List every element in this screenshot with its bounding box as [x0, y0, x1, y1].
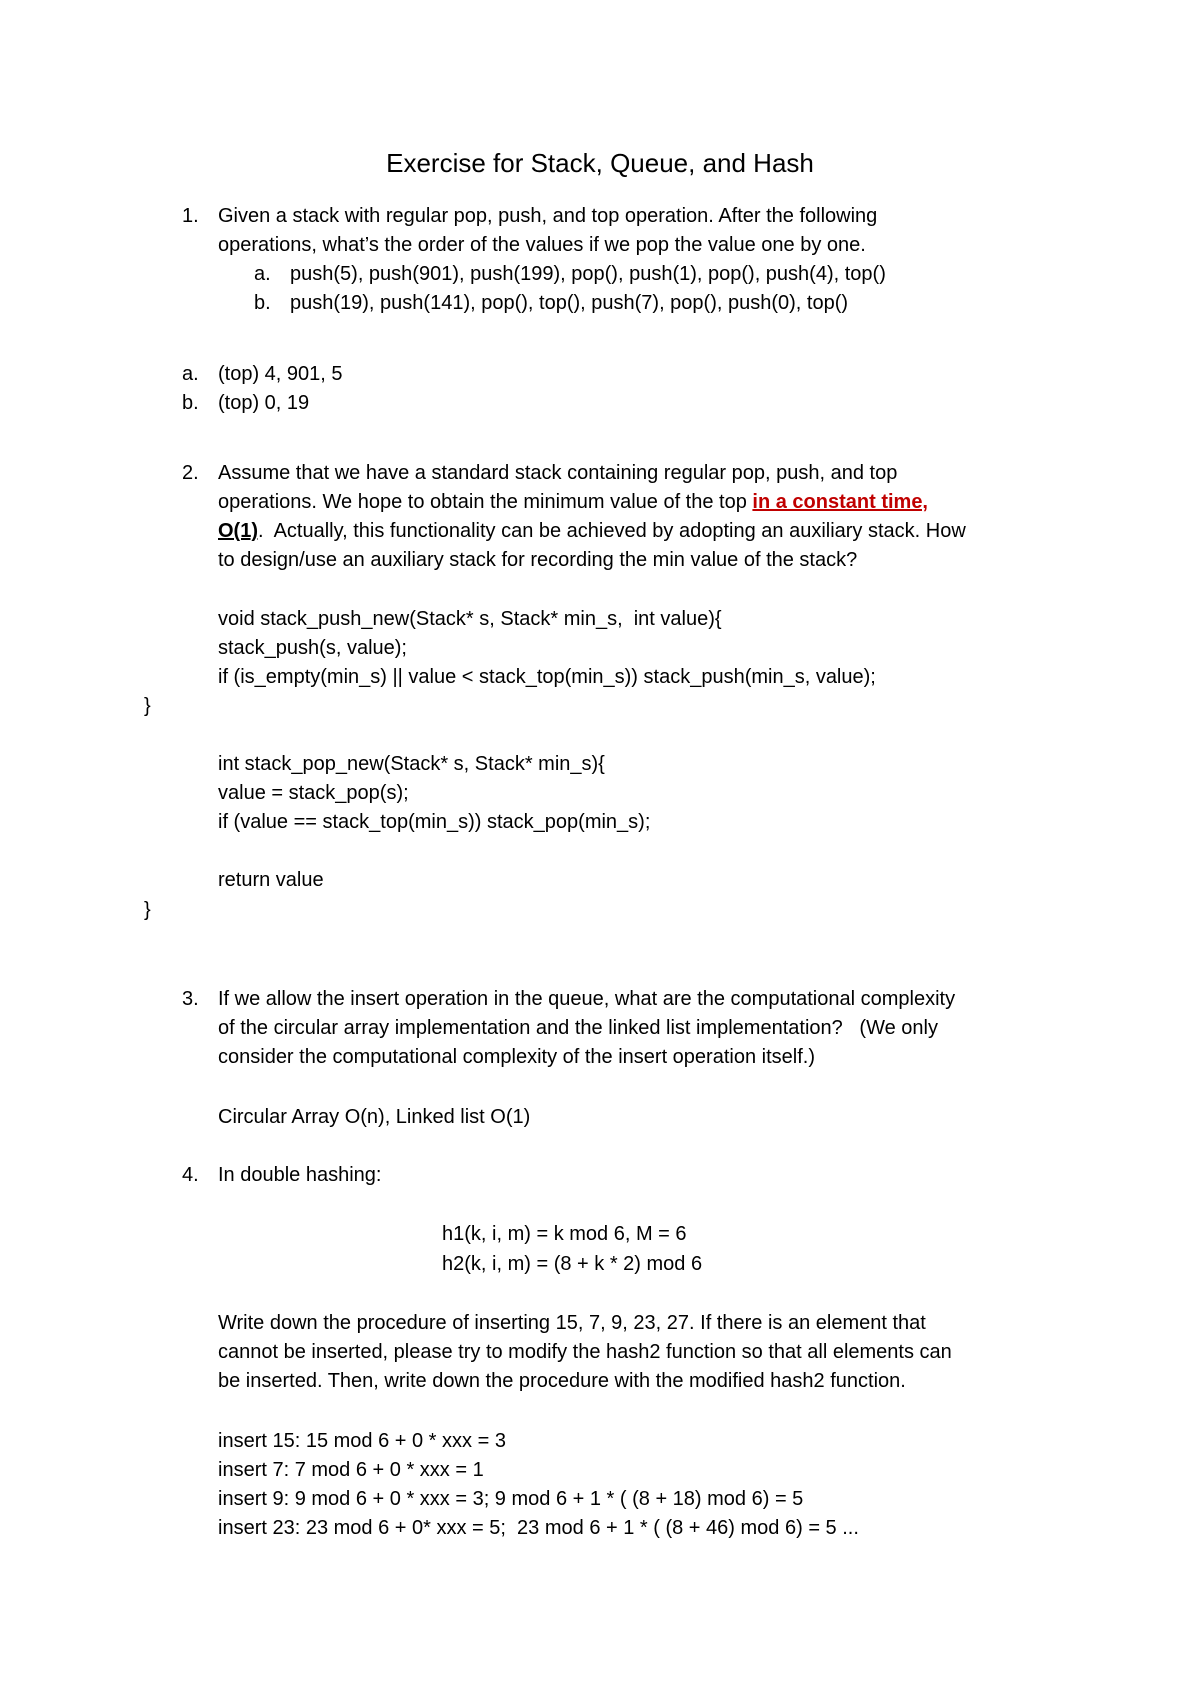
q2-line-2	[218, 488, 928, 516]
q4-line-1: In double hashing:	[218, 1164, 382, 1186]
code-line-3: if (is_empty(min_s) || value < stack_top(min_s)) stack_push(min_s, value);	[218, 666, 876, 688]
q3-line-1: If we allow the insert operation in the queue, what are the computational complexity	[218, 988, 956, 1010]
a1-b-label: b.	[182, 392, 199, 414]
q2-line-3	[218, 517, 966, 545]
a1-a-text: (top) 4, 901, 5	[218, 363, 343, 385]
q2-line-4: to design/use an auxiliary stack for recording the min value of the stack?	[218, 549, 858, 571]
q1-a-text: push(5), push(901), push(199), pop(), push(1), pop(), push(4), top()	[290, 263, 886, 285]
q1-line-2: operations, what’s the order of the values if we pop the value one by one.	[218, 234, 866, 256]
code-line-8: return value	[218, 869, 324, 891]
code-line-9: }	[144, 899, 151, 921]
q3-line-2: of the circular array implementation and the linked list implementation? (We only	[218, 1017, 938, 1039]
code-line-1: void stack_push_new(Stack* s, Stack* min_s, int value){	[218, 608, 722, 630]
code-line-2: stack_push(s, value);	[218, 637, 407, 659]
insert-step-4: insert 23: 23 mod 6 + 0* xxx = 5; 23 mod 6 + 1 * ( (8 + 46) mod 6) = 5 ...	[218, 1517, 859, 1539]
q2-line-1: Assume that we have a standard stack containing regular pop, push, and top	[218, 462, 898, 484]
q3-line-3: consider the computational complexity of the insert operation itself.)	[218, 1046, 815, 1068]
insert-step-2: insert 7: 7 mod 6 + 0 * xxx = 1	[218, 1459, 484, 1481]
page-title: Exercise for Stack, Queue, and Hash	[386, 148, 814, 178]
q4-number: 4.	[182, 1164, 199, 1186]
q1-line-1: Given a stack with regular pop, push, and top operation. After the following	[218, 205, 878, 227]
q3-answer: Circular Array O(n), Linked list O(1)	[218, 1106, 531, 1128]
q2-number: 2.	[182, 462, 199, 484]
a1-a-label: a.	[182, 363, 199, 385]
code-line-7: if (value == stack_top(min_s)) stack_pop(min_s);	[218, 811, 651, 833]
q1-b-text: push(19), push(141), pop(), top(), push(7), pop(), push(0), top()	[290, 292, 849, 314]
q2-line-3-text: . Actually, this functionality can be achieved by adopting an auxiliary stack. How	[258, 520, 966, 542]
hash-function-1: h1(k, i, m) = k mod 6, M = 6	[442, 1223, 687, 1245]
insert-step-3: insert 9: 9 mod 6 + 0 * xxx = 3; 9 mod 6 + 1 * ( (8 + 18) mod 6) = 5	[218, 1488, 804, 1510]
code-line-4: }	[144, 695, 151, 717]
q1-a-label: a.	[254, 263, 271, 285]
q2-emphasis-o1: O(1)	[218, 520, 258, 542]
q4-paragraph-line-1: Write down the procedure of inserting 15, 7, 9, 23, 27. If there is an element that	[218, 1312, 926, 1334]
code-line-6: value = stack_pop(s);	[218, 782, 409, 804]
q2-line-2-text: operations. We hope to obtain the minimum value of the top	[218, 491, 753, 513]
q1-number: 1.	[182, 205, 199, 227]
q1-b-label: b.	[254, 292, 271, 314]
a1-b-text: (top) 0, 19	[218, 392, 310, 414]
q4-paragraph-line-3: be inserted. Then, write down the procedure with the modified hash2 function.	[218, 1370, 906, 1392]
q4-paragraph-line-2: cannot be inserted, please try to modify the hash2 function so that all elements can	[218, 1341, 952, 1363]
q3-number: 3.	[182, 988, 199, 1010]
q2-emphasis-constant-time: in a constant time,	[752, 491, 928, 513]
hash-function-2: h2(k, i, m) = (8 + k * 2) mod 6	[442, 1253, 703, 1275]
insert-step-1: insert 15: 15 mod 6 + 0 * xxx = 3	[218, 1430, 506, 1452]
code-line-5: int stack_pop_new(Stack* s, Stack* min_s){	[218, 753, 605, 775]
